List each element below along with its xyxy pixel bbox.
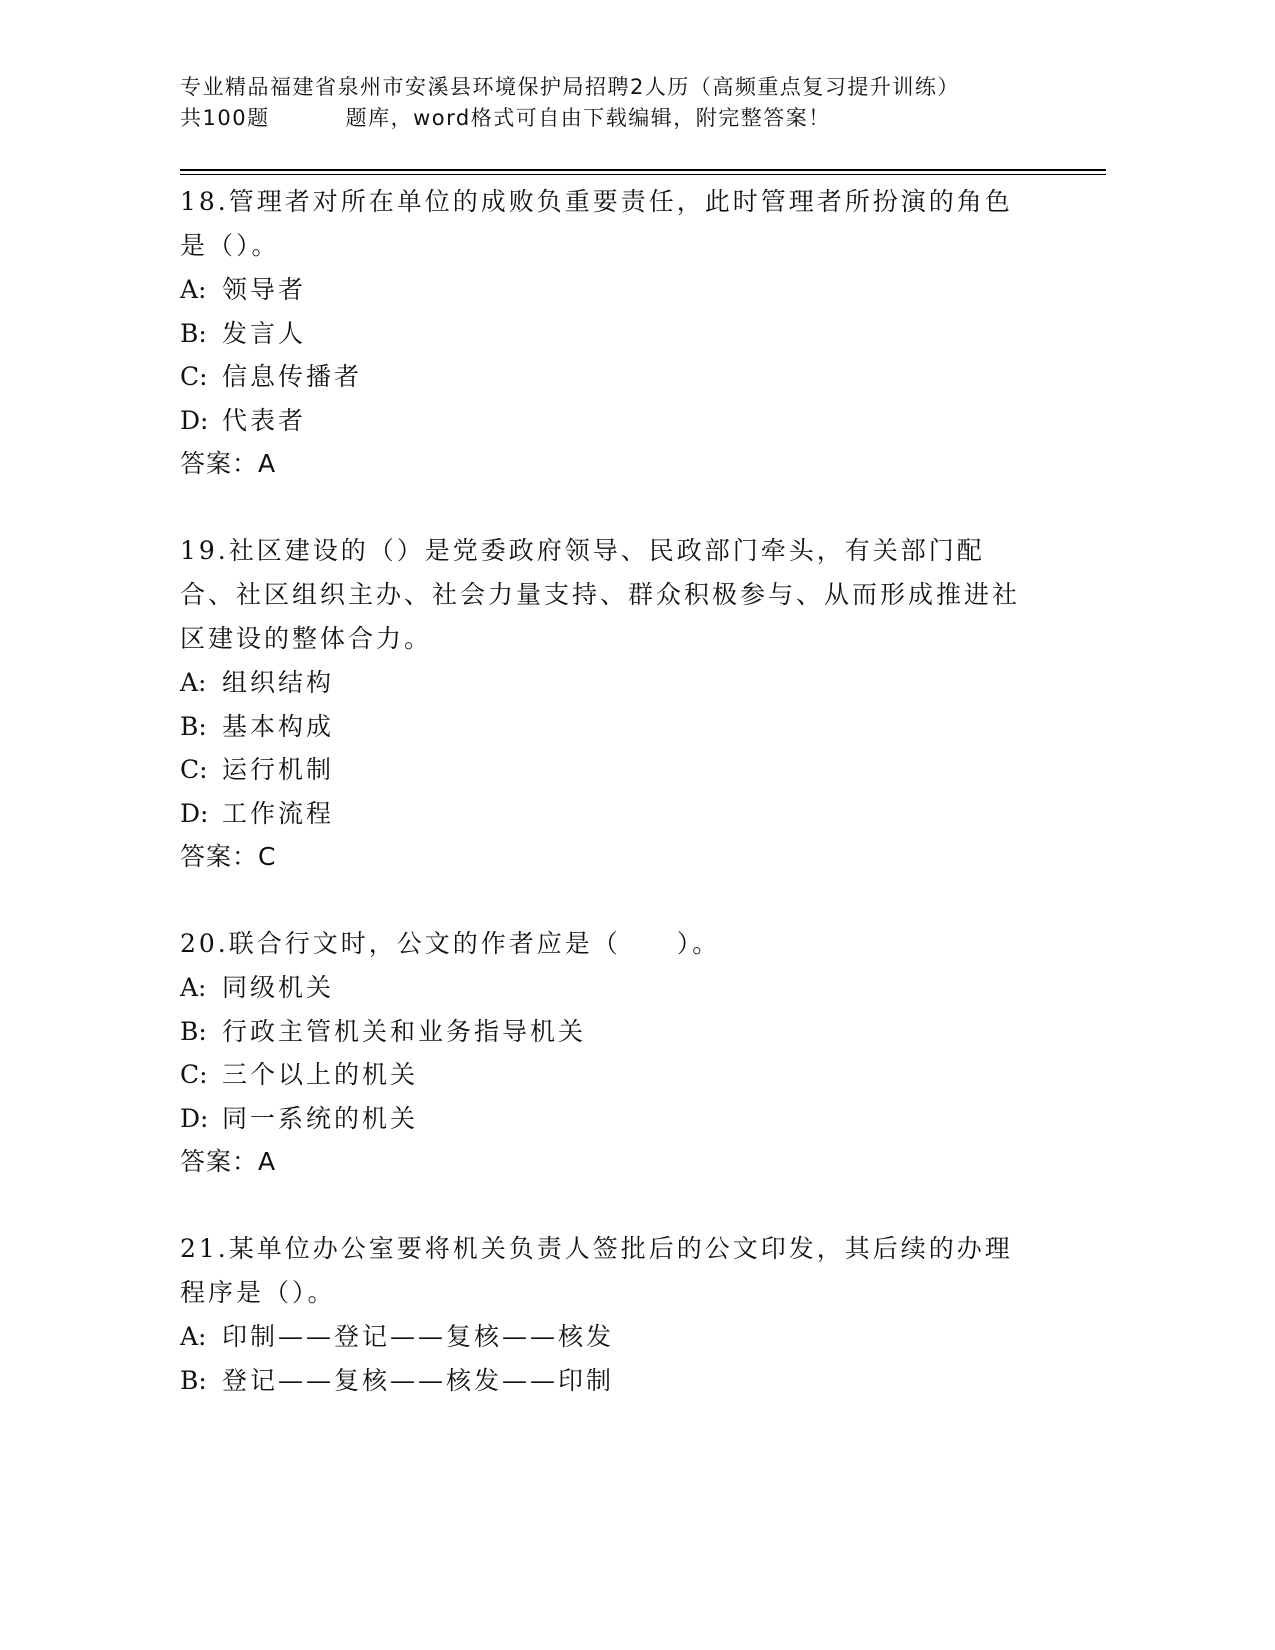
option-text: 基本构成 (222, 711, 335, 741)
question-19 (180, 529, 1040, 879)
question-20 (180, 922, 1040, 1184)
option-a (180, 661, 1040, 705)
option-b (180, 1359, 1040, 1403)
option-text: 组织结构 (222, 668, 335, 697)
question-stem: 21.某单位办公室要将机关负责人签批后的公文印发，其后续的办理程序是（）。 (180, 1234, 1013, 1307)
question-stem: 20.联合行文时，公文的作者应是（ ）。 (180, 929, 721, 958)
question-21 (180, 1227, 1040, 1402)
option-b (180, 1010, 1040, 1054)
question-list (180, 180, 1040, 1402)
option-c (180, 355, 1040, 399)
option-key: D: (180, 1103, 209, 1133)
option-key: A: (180, 1322, 207, 1351)
answer: 答案：C (180, 842, 277, 871)
option-text: 发言人 (222, 318, 307, 348)
option-text: 信息传播者 (222, 362, 363, 391)
option-a (180, 1315, 1040, 1359)
option-key: D: (180, 798, 209, 828)
option-text: 印制——登记——复核——核发 (222, 1322, 615, 1351)
option-text: 三个以上的机关 (222, 1060, 419, 1089)
option-a (180, 966, 1040, 1010)
option-key: A: (180, 275, 207, 304)
answer: 答案：A (180, 449, 277, 478)
header-title-line2 (180, 103, 1080, 134)
header-title-line1: 专业精品福建省泉州市安溪县环境保护局招聘2人历（高频重点复习提升训练） (180, 75, 960, 99)
option-text: 领导者 (222, 275, 307, 304)
question-stem: 19.社区建设的（）是党委政府领导、民政部门牵头，有关部门配合、社区组织主办、社会力量支持、群众积极参与、从而形成推进社区建设的整体合力。 (180, 536, 1021, 653)
option-text: 登记——复核——核发——印制 (222, 1365, 615, 1395)
header-question-count: 共100题 (180, 106, 270, 130)
option-key: C: (180, 755, 208, 784)
option-key: A: (180, 668, 207, 697)
option-text: 代表者 (222, 405, 307, 435)
option-d (180, 399, 1040, 443)
option-key: B: (180, 1016, 207, 1046)
option-key: B: (180, 711, 207, 741)
option-b (180, 312, 1040, 356)
option-key: A: (180, 973, 207, 1002)
option-text: 工作流程 (222, 798, 335, 828)
option-text: 同一系统的机关 (222, 1103, 419, 1133)
option-c (180, 748, 1040, 792)
option-a (180, 268, 1040, 312)
option-key: B: (180, 318, 207, 348)
header-divider-thin (180, 174, 1106, 175)
option-text: 运行机制 (222, 755, 335, 784)
option-d (180, 792, 1040, 836)
option-key: C: (180, 1060, 208, 1089)
header-divider-thick (180, 169, 1106, 171)
question-stem: 18.管理者对所在单位的成败负重要责任，此时管理者所扮演的角色是（）。 (180, 187, 1013, 260)
header-description: 题库，word格式可自由下载编辑，附完整答案！ (345, 106, 831, 130)
option-key: C: (180, 362, 208, 391)
option-key: B: (180, 1365, 207, 1395)
option-text: 行政主管机关和业务指导机关 (222, 1016, 587, 1046)
option-d (180, 1097, 1040, 1141)
question-18 (180, 180, 1040, 486)
option-b (180, 705, 1040, 749)
option-c (180, 1053, 1040, 1097)
answer: 答案：A (180, 1147, 277, 1176)
document-header (180, 72, 1080, 134)
option-text: 同级机关 (222, 973, 335, 1002)
option-key: D: (180, 405, 209, 435)
